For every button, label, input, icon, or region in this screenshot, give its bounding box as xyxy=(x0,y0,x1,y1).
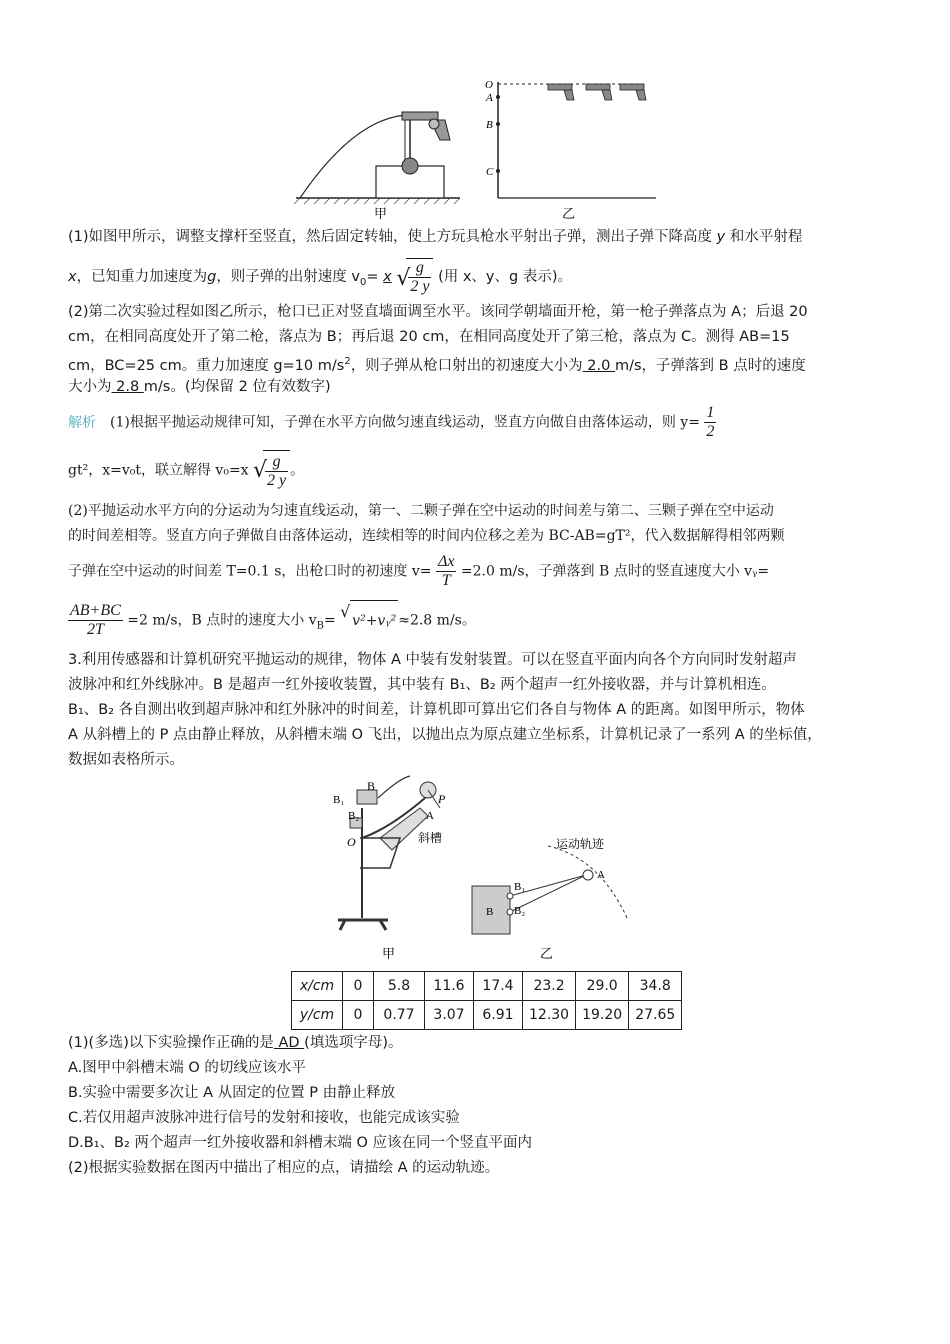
q1-eq: = xyxy=(366,269,379,285)
q1-line-2 xyxy=(68,258,888,295)
q3-sub1-answer: AD xyxy=(273,1035,305,1051)
fig2-B2: B₂ xyxy=(348,810,360,822)
table-cell: 27.65 xyxy=(629,1001,682,1030)
sol-text-2: gt²，x=v₀t，联立解得 v₀=x xyxy=(68,462,249,479)
q1-text-d: ，则子弹的出射速度 v xyxy=(216,269,361,285)
fig1-point-A: A xyxy=(486,92,493,104)
table-cell: 12.30 xyxy=(523,1001,576,1030)
q3-option-C: C.若仅用超声波脉冲进行信号的发射和接收，也能完成该实验 xyxy=(68,1110,460,1126)
q3-sub1-hint: (填选项字母)。 xyxy=(304,1035,403,1051)
sol-line-4: 的时间差相等。竖直方向子弹做自由落体运动，连续相等的时间内位移之差为 BC-AB=gT²，代入数据解得相邻两颗 xyxy=(68,528,785,544)
q2-text-d: 大小为 xyxy=(68,379,112,395)
fig2-P: P xyxy=(438,792,446,806)
fig1-point-O: O xyxy=(485,79,493,91)
q1-var-y: y xyxy=(716,229,726,245)
sol-text-6a: =2 m/s，B 点时的速度大小 v xyxy=(127,612,317,629)
q2-line-2: cm，在相同高度处开了第二枪，落点为 B；再后退 20 cm，在相同高度处开了第三枪，落点为 C。测得 AB=15 xyxy=(68,329,790,345)
q2-line-1: (2)第二次实验过程如图乙所示，枪口已正对竖直墙面调至水平。该同学朝墙面开枪，第一枪子弹落点为 A；后退 20 xyxy=(68,304,808,320)
q3-line-5: 数据如表格所示。 xyxy=(68,752,184,768)
sol-frac-vy xyxy=(68,602,123,639)
table-row-x xyxy=(292,972,682,1001)
fig2-chute: 斜槽 xyxy=(418,831,443,845)
sol-sqrt-den: 2 y xyxy=(267,471,287,489)
q1-var-g: g xyxy=(207,269,217,285)
q2-text-c: m/s，子弹落到 B 点时的速度 xyxy=(614,357,806,374)
q2-text-e: m/s。(均保留 2 位有效数字) xyxy=(143,379,331,395)
sol-line-3: (2)平抛运动水平方向的分运动为匀速直线运动，第一、二颗子弹在空中运动的时间差与第二、三颗子弹在空中运动 xyxy=(68,503,774,519)
table-cell: 0 xyxy=(343,972,374,1001)
sol-half-num: 1 xyxy=(706,404,715,421)
q1-text-b: 和水平射程 xyxy=(729,229,803,245)
q3-option-B: B.实验中需要多次让 A 从固定的位置 P 由静止释放 xyxy=(68,1085,396,1101)
fig1-label-yi: 乙 xyxy=(562,206,576,221)
q3-sub2: (2)根据实验数据在图丙中描出了相应的点，请描绘 A 的运动轨迹。 xyxy=(68,1160,500,1176)
fig2-track: 运动轨迹 xyxy=(556,837,605,851)
figure-ultrasound xyxy=(0,768,950,968)
table-row-y xyxy=(292,1001,682,1030)
fig2-yi-A: A xyxy=(597,869,605,881)
figure2-yi xyxy=(472,846,628,934)
q3-line-2: 波脉冲和红外线脉冲。B 是超声一红外接收装置，其中装有 B₁、B₂ 两个超声一红外接收器，并与计算机相连。 xyxy=(68,677,776,693)
table-cell: 19.20 xyxy=(576,1001,629,1030)
table-cell: 29.0 xyxy=(576,972,629,1001)
q1-sub-0: 0 xyxy=(360,276,367,288)
q2-sup-2: 2 xyxy=(344,356,351,367)
sol-sqrt-2: √ v²+vᵧ² xyxy=(340,600,398,641)
fig2-yi-B: B xyxy=(486,906,494,918)
sol-frac-v xyxy=(436,553,457,590)
q2-line-3 xyxy=(68,352,888,376)
q3-option-D: D.B₁、B₂ 两个超声一红外接收器和斜槽末端 O 应该在同一个竖直平面内 xyxy=(68,1135,533,1151)
q3-line-1: 3.利用传感器和计算机研究平抛运动的规律，物体 A 中装有发射装置。可以在竖直平面内向各个方向同时发射超声 xyxy=(68,652,797,668)
sol-frac-v-den: T xyxy=(441,572,451,589)
q1-var-x: x xyxy=(68,269,77,285)
sol-text-1: (1)根据平抛运动规律可知，子弹在水平方向做匀速直线运动，竖直方向做自由落体运动，则 y= xyxy=(110,414,700,431)
fig2-B: B xyxy=(367,779,376,793)
table-head-x: x/cm xyxy=(292,972,343,1001)
q3-sub1 xyxy=(68,1033,888,1053)
figure2-jia xyxy=(338,776,443,930)
fig2-jia: 甲 xyxy=(382,946,396,961)
fig2-yi-B2: B₂ xyxy=(514,905,526,917)
sol-half-den: 2 xyxy=(706,423,715,440)
sol-frac-vy-den: 2T xyxy=(86,621,104,638)
q2-answer-1: 2.0 xyxy=(582,357,615,374)
fig1-point-B: B xyxy=(486,119,493,131)
fig2-A: A xyxy=(426,810,434,822)
sol-text-6c: ≈2.8 m/s。 xyxy=(398,612,476,629)
sol-half xyxy=(704,404,716,441)
q2-text-b: ，则子弹从枪口射出的初速度大小为 xyxy=(350,357,583,374)
q3-sub1-text: (1)(多选)以下实验操作正确的是 xyxy=(68,1035,274,1051)
sol-text-5a: 子弹在空中运动的时间差 T=0.1 s，出枪口时的初速度 v= xyxy=(68,563,432,580)
table-cell: 5.8 xyxy=(374,972,425,1001)
table-cell: 6.91 xyxy=(474,1001,523,1030)
q2-line-4 xyxy=(68,377,888,397)
sol-line-6 xyxy=(68,600,888,640)
table-head-y: y/cm xyxy=(292,1001,343,1030)
sol-end-2: 。 xyxy=(290,462,305,479)
q3-option-A: A.图甲中斜槽末端 O 的切线应该水平 xyxy=(68,1060,306,1076)
q1-answer-x: x xyxy=(383,269,392,285)
table-cell: 0.77 xyxy=(374,1001,425,1030)
figure-yi xyxy=(496,82,656,198)
table-cell: 11.6 xyxy=(425,972,474,1001)
sol-sqrt-num: g xyxy=(265,453,288,472)
figure-jia xyxy=(294,112,460,204)
table-cell: 3.07 xyxy=(425,1001,474,1030)
fig1-point-C: C xyxy=(486,166,494,178)
sol-sqrt-1: √ $\frac{g}{2 y}$ xyxy=(253,450,290,491)
sol-line-1 xyxy=(68,404,888,440)
q1-answer-sqrt: √ $\frac{g}{2 y}$ xyxy=(396,258,433,296)
fig2-yi: 乙 xyxy=(540,946,554,961)
sol-sqrt-2-rad: v²+vᵧ² xyxy=(350,600,398,641)
q1-text-e: (用 x、y、g 表示)。 xyxy=(438,269,572,285)
sol-eq-6: = xyxy=(323,612,336,629)
table-cell: 34.8 xyxy=(629,972,682,1001)
table-cell: 23.2 xyxy=(523,972,576,1001)
q3-line-4: A 从斜槽上的 P 点由静止释放，从斜槽末端 O 飞出，以抛出点为原点建立坐标系，计算机记录了一系列 A 的坐标值， xyxy=(68,727,822,743)
q2-text-a: cm，BC=25 cm。重力加速度 g=10 m/s xyxy=(68,357,345,374)
fig2-B1: B₁ xyxy=(333,794,345,806)
figure-gun-experiment xyxy=(0,0,950,230)
q3-line-3: B₁、B₂ 各自测出收到超声脉冲和红外脉冲的时间差，计算机即可算出它们各自与物体 A 的距离。如图甲所示，物体 xyxy=(68,702,805,718)
sol-text-5b: =2.0 m/s，子弹落到 B 点时的竖直速度大小 vᵧ= xyxy=(460,563,770,580)
sol-frac-vy-num: AB+BC xyxy=(70,602,121,619)
q1-text-a: (1)如图甲所示，调整支撑杆至竖直，然后固定转轴，使上方玩具枪水平射出子弹，测出子弹下降高度 xyxy=(68,229,713,245)
q1-line-1 xyxy=(68,227,888,247)
sol-tag: 解析 xyxy=(68,414,96,431)
sol-sub-B: B xyxy=(316,620,324,632)
fig2-yi-B1: B₁ xyxy=(514,881,526,893)
q2-answer-2: 2.8 xyxy=(111,379,144,395)
table-cell: 17.4 xyxy=(474,972,523,1001)
q1-text-c: ，已知重力加速度为 xyxy=(76,269,208,285)
sol-line-2 xyxy=(68,450,888,490)
q1-frac-den: 2 y xyxy=(410,278,430,295)
sol-frac-v-num: Δx xyxy=(437,553,455,570)
q1-frac-num: g xyxy=(408,259,431,278)
fig1-label-jia: 甲 xyxy=(374,206,388,221)
fig2-O: O xyxy=(347,835,356,849)
table-cell: 0 xyxy=(343,1001,374,1030)
sol-line-5 xyxy=(68,553,888,589)
data-table xyxy=(291,971,682,1030)
